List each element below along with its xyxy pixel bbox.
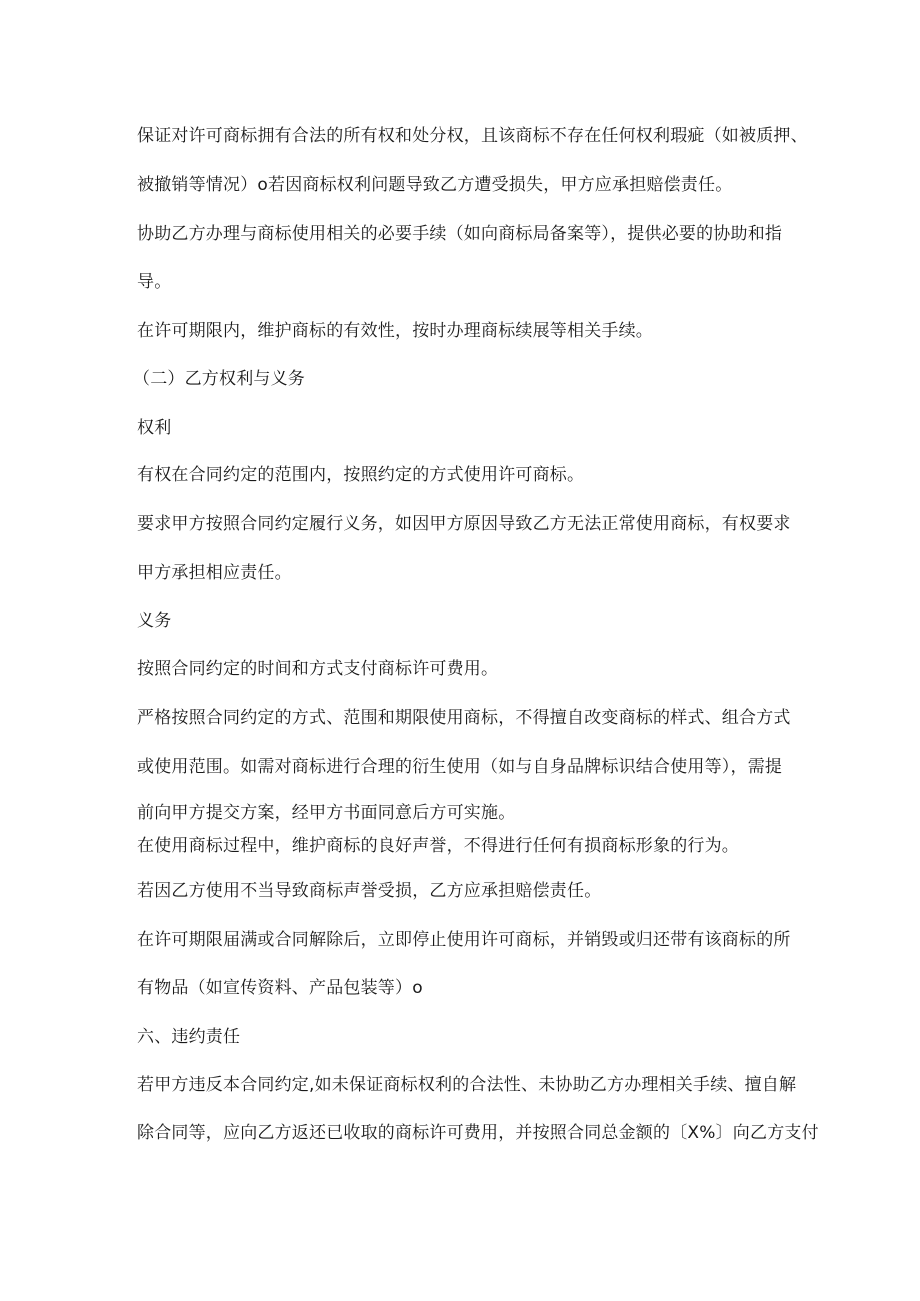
paragraph-line: 被撤销等情况）o若因商标权利问题导致乙方遭受损失，甲方应承担赔偿责任。 (137, 175, 733, 195)
paragraph-line: 有权在合同约定的范围内，按照约定的方式使用许可商标。 (137, 465, 585, 485)
paragraph-line: 在许可期限内，维护商标的有效性，按时办理商标续展等相关手续。 (137, 321, 653, 341)
paragraph-line: 协助乙方办理与商标使用相关的必要手续（如向商标局备案等），提供必要的协助和指 (137, 224, 783, 244)
paragraph-line: 在使用商标过程中，维护商标的良好声誉，不得进行任何有损商标形象的行为。 (137, 836, 739, 856)
paragraph-line: 按照合同约定的时间和方式支付商标许可费用。 (137, 659, 499, 679)
paragraph-line: 严格按照合同约定的方式、范围和期限使用商标，不得擅自改变商标的样式、组合方式 (137, 708, 791, 728)
paragraph-line: 若因乙方使用不当导致商标声誉受损，乙方应承担赔偿责任。 (137, 881, 602, 901)
paragraph-line: 若甲方违反本合同约定,如未保证商标权利的合法性、未协助乙方办理相关手续、擅自解 (137, 1075, 797, 1095)
subsection-heading: 义务 (137, 611, 172, 631)
paragraph-line: 除合同等，应向乙方返还已收取的商标许可费用，并按照合同总金额的〔X%〕向乙方支付 (137, 1123, 819, 1143)
paragraph-line: 保证对许可商标拥有合法的所有权和处分权，且该商标不存在任何权利瑕疵（如被质押、 (137, 126, 808, 146)
section-heading: 六、违约责任 (137, 1027, 241, 1047)
paragraph-line: 或使用范围。如需对商标进行合理的衍生使用（如与自身品牌标识结合使用等），需提 (137, 757, 783, 777)
paragraph-line: 前向甲方提交方案，经甲方书面同意后方可实施。 (137, 803, 516, 823)
subsection-heading: 权利 (137, 418, 172, 438)
paragraph-line: 甲方承担相应责任。 (137, 563, 292, 583)
paragraph-line: 在许可期限届满或合同解除后，立即停止使用许可商标，并销毁或归还带有该商标的所 (137, 930, 791, 950)
paragraph-line: 导。 (137, 272, 172, 292)
paragraph-line: 有物品（如宣传资料、产品包装等）o (137, 978, 423, 998)
paragraph-line: 要求甲方按照合同约定履行义务，如因甲方原因导致乙方无法正常使用商标，有权要求 (137, 514, 791, 534)
section-heading: （二）乙方权利与义务 (133, 369, 305, 389)
